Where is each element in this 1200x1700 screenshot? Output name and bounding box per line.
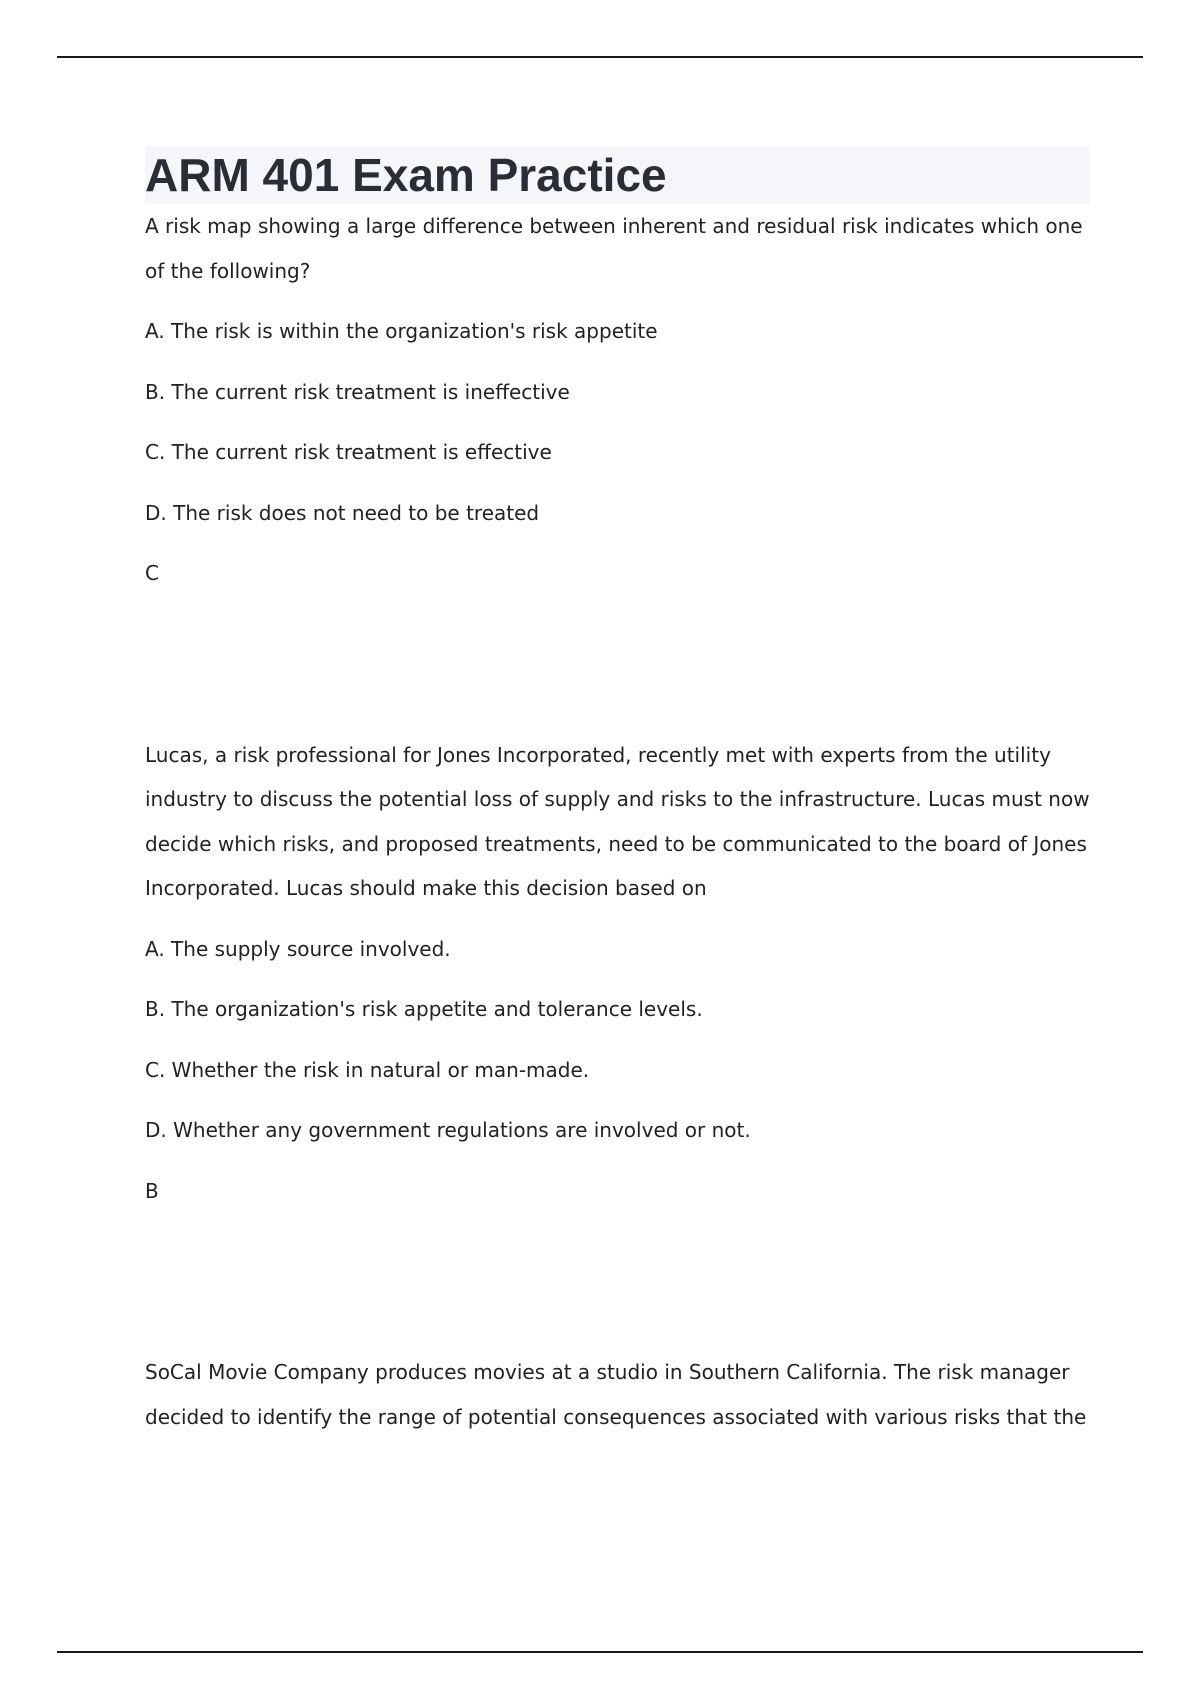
question-3: [145, 1350, 1090, 1439]
header-rule: [57, 56, 1143, 58]
option-a: A. The risk is within the organization's risk appetite: [145, 319, 658, 343]
question-text: SoCal Movie Company produces movies at a studio in Southern California. The risk manager decided to identify the range of potential consequences associated with various risks that the: [145, 1360, 1087, 1429]
document-title: ARM 401 Exam Practice: [145, 149, 667, 201]
title-band: [145, 146, 1090, 204]
question-text: Lucas, a risk professional for Jones Incorporated, recently met with experts from the utility industry to discuss the potential loss of supply and risks to the infrastructure. Lucas must now decide which risks, and proposed treatments, need to be communicated to the board of Jones Incorporated. Lucas should make this decision based on: [145, 742, 1090, 900]
option-c: C. The current risk treatment is effective: [145, 440, 552, 464]
answer-key: C: [145, 561, 159, 585]
question-text: A risk map showing a large difference between inherent and residual risk indicates which one of the following?: [145, 214, 1083, 283]
option-d: D. The risk does not need to be treated: [145, 500, 540, 525]
option-b: B. The current risk treatment is ineffective: [145, 379, 570, 404]
document-body: [145, 146, 1090, 1439]
option-d: D. Whether any government regulations are involved or not.: [145, 1118, 751, 1142]
question-1: [145, 204, 1090, 596]
option-b: B. The organization's risk appetite and tolerance levels.: [145, 997, 703, 1021]
option-c: C. Whether the risk in natural or man-made.: [145, 1057, 590, 1082]
footer-rule: [57, 1651, 1143, 1653]
question-2: [145, 733, 1090, 1214]
answer-key: B: [145, 1178, 159, 1203]
option-a: A. The supply source involved.: [145, 936, 451, 961]
